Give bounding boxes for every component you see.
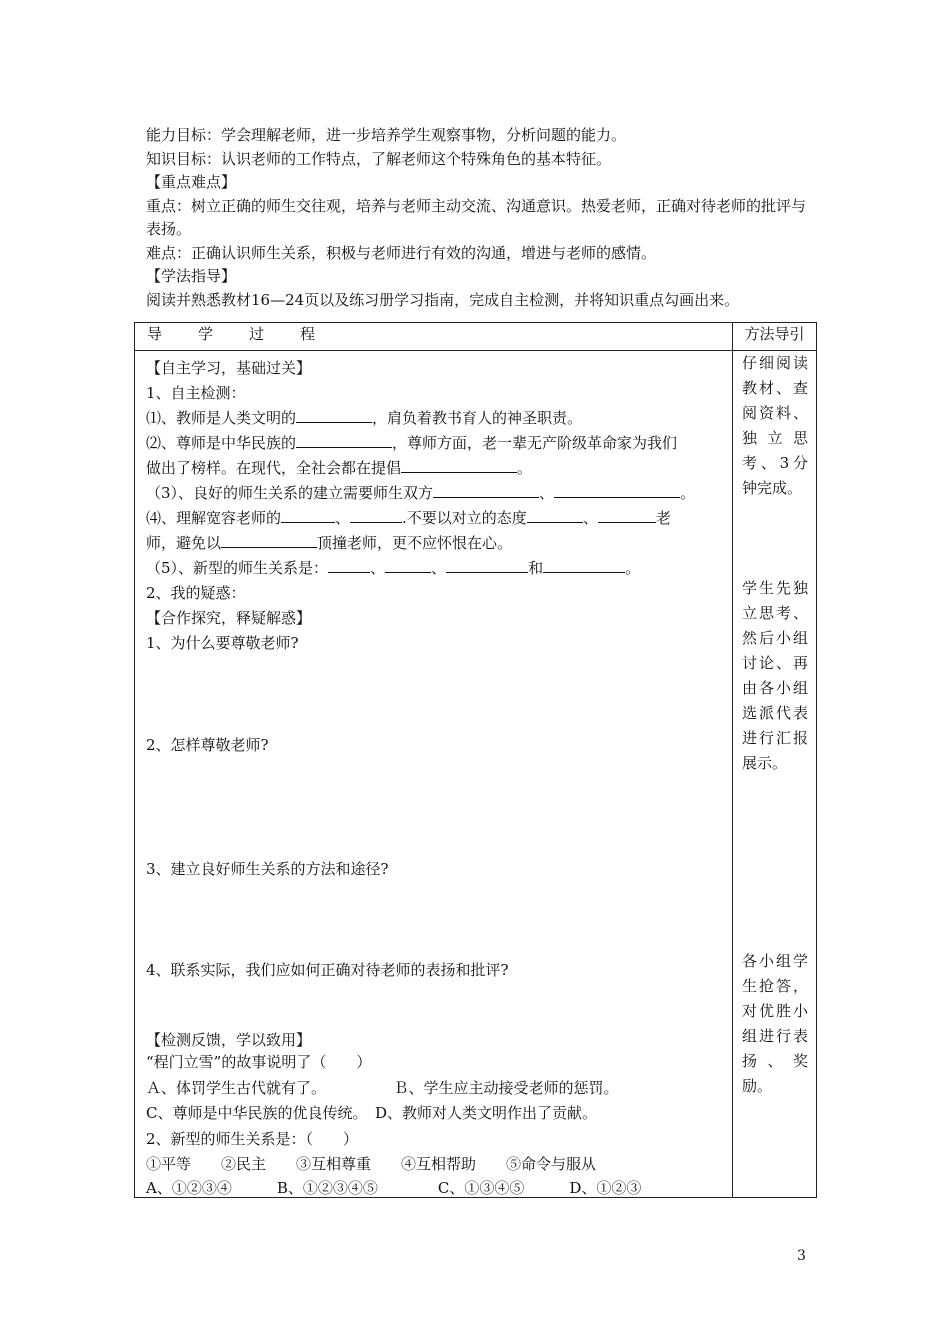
test-question-1: “程门立雪”的故事说明了（ ） [146, 1053, 372, 1071]
test-question-2-items: ①平等 ②民主 ③互相尊重 ④互相帮助 ⑤命令与服从 [146, 1155, 597, 1173]
blank-field[interactable] [446, 558, 528, 573]
inquiry-question-2: 2、怎样尊敬老师? [146, 736, 269, 754]
table-body-row [135, 351, 817, 1198]
inquiry-question-3: 3、建立良好师生关系的方法和途径? [146, 860, 389, 878]
blank-field[interactable] [221, 533, 317, 548]
header-study-process: 导学过程 [135, 323, 733, 351]
method-note-2: 学生先独立思考、然后小组讨论、再由各小组选派代表进行汇报展示。 [742, 579, 808, 772]
blank-field[interactable] [281, 508, 335, 523]
method-note-1: 仔细阅读教材、查阅资料、独立思考、3分钟完成。 [742, 354, 808, 497]
question-4-continued: 师，避免以 顶撞老师，更不应怀恨在心。 [146, 534, 513, 552]
cooperation-heading: 【合作探究，释疑解惑】 [146, 609, 312, 627]
question-4: ⑷、理解宽容老师的 、 .不要以对立的态度 、 老 [146, 509, 671, 527]
blank-field[interactable] [328, 558, 370, 573]
ability-goal: 能力目标：学会理解老师，进一步培养学生观察事物，分析问题的能力。 [146, 126, 627, 144]
self-study-heading: 【自主学习，基础过关】 [146, 359, 312, 377]
blank-field[interactable] [598, 508, 656, 523]
question-5: （5）、新型的师生关系是： 、 、 和 。 [146, 559, 641, 577]
my-doubts-label: 2、我的疑惑： [146, 584, 246, 602]
question-2-continued: 做出了榜样。在现代，全社会都在提倡 。 [146, 459, 533, 477]
knowledge-goal: 知识目标：认识老师的工作特点，了解老师这个特殊角色的基本特征。 [146, 149, 612, 168]
question-3: （3）、良好的师生关系的建立需要师生双方 、 。 [146, 484, 696, 502]
blank-field[interactable] [554, 483, 680, 498]
study-process-cell [135, 351, 733, 1198]
method-guide-cell [733, 351, 817, 1198]
test-question-2-answers: A、①②③④ B、①②③④⑤ C、①③④⑤ D、①②③ [146, 1179, 642, 1197]
question-2: ⑵、尊师是中华民族的 ，尊师方面，老一辈无产阶级革命家为我们 [146, 434, 678, 452]
blank-field[interactable] [296, 433, 392, 448]
table-header-row [135, 323, 817, 351]
blank-field[interactable] [433, 483, 539, 498]
question-1: ⑴、教师是人类文明的 ，肩负着教书育人的神圣职责。 [146, 409, 583, 427]
inquiry-question-1: 1、为什么要尊敬老师? [146, 634, 299, 652]
blank-field[interactable] [543, 558, 625, 573]
blank-field[interactable] [385, 558, 431, 573]
inquiry-question-4: 4、联系实际，我们应如何正确对待老师的表扬和批评? [146, 961, 509, 979]
blank-field[interactable] [527, 508, 583, 523]
blank-field[interactable] [401, 458, 517, 473]
method-note-3: 各小组学生抢答，对优胜小组进行表扬、奖励。 [742, 952, 808, 1095]
page-number: 3 [797, 1248, 806, 1264]
test-question-1-options-cd: C、尊师是中华民族的优良传统。 D、教师对人类文明作出了贡献。 [146, 1104, 598, 1122]
method-heading: 【学法指导】 [146, 267, 237, 285]
key-points: 重点：树立正确的师生交往观，培养与老师主动交流、沟通意识。热爱老师，正确对待老师的批评与表扬。 [146, 196, 807, 238]
difficult-points: 难点：正确认识师生关系，积极与老师进行有效的沟通，增进与老师的感情。 [146, 243, 657, 262]
preface-text [146, 124, 816, 312]
study-table [134, 322, 817, 1198]
self-check-label: 1、自主检测： [146, 384, 246, 402]
feedback-heading: 【检测反馈，学以致用】 [146, 1031, 312, 1049]
blank-field[interactable] [296, 408, 372, 423]
method-text: 阅读并熟悉教材16—24页以及练习册学习指南，完成自主检测，并将知识重点勾画出来。 [146, 290, 740, 309]
test-question-2: 2、新型的师生关系是：（ ） [146, 1130, 359, 1148]
blank-field[interactable] [350, 508, 402, 523]
key-difficult-heading: 【重点难点】 [146, 173, 237, 191]
header-method-guide: 方法导引 [733, 323, 817, 351]
test-question-1-options-ab: Ａ、体罚学生古代就有了。 Ｂ、学生应主动接受老师的惩罚。 [146, 1079, 619, 1097]
